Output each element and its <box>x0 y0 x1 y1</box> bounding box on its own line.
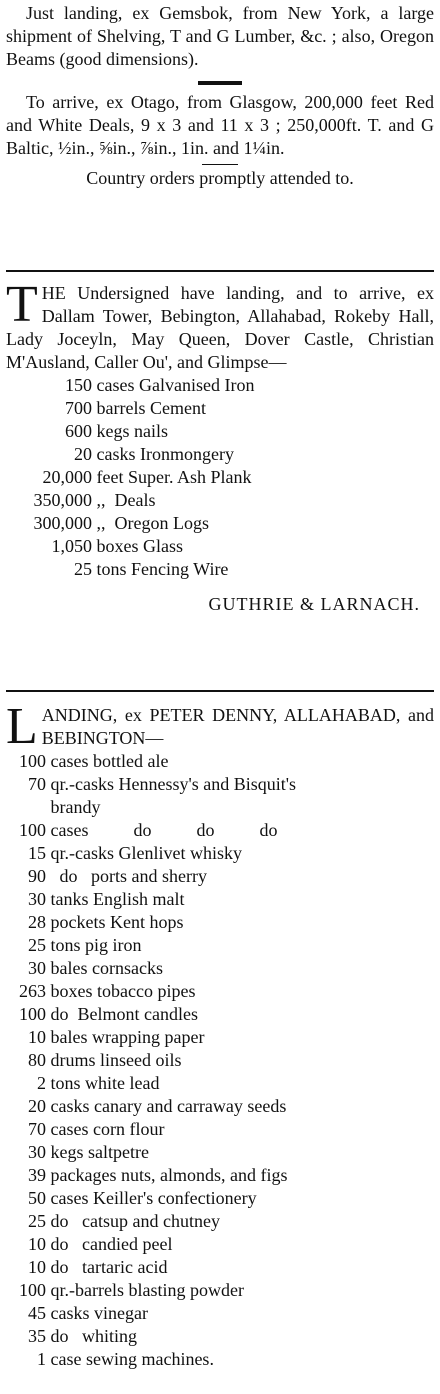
item-description: casks canary and carraway seeds <box>46 1096 287 1116</box>
drop-capital: T <box>6 276 38 333</box>
drop-capital: L <box>6 698 38 755</box>
item-quantity: 50 <box>28 1188 46 1208</box>
item-quantity: 90 <box>28 866 46 886</box>
item-description: cases Galvanised Iron <box>92 375 255 395</box>
item-quantity: 600 <box>65 421 92 441</box>
item-quantity: 28 <box>28 912 46 932</box>
arrival-paragraph: To arrive, ex Otago, from Glasgow, 200,000 feet Red and White Deals, 9 x 3 and 11 x 3 ; 250,000ft. T. and G Baltic, ½in., ⅝in., ⅞in., 1in. and 1¼in. <box>6 92 434 158</box>
goods-list-item <box>6 888 434 911</box>
item-quantity: 35 <box>28 1326 46 1346</box>
item-description: tons Fencing Wire <box>92 559 229 579</box>
item-quantity: 25 <box>28 1211 46 1231</box>
item-quantity: 25 <box>74 559 92 579</box>
item-description: cases corn flour <box>46 1119 165 1139</box>
item-quantity: 100 <box>19 1280 46 1300</box>
item-quantity: 20 <box>28 1096 46 1116</box>
landing-intro <box>6 698 434 755</box>
goods-list-item <box>6 558 434 581</box>
item-description: pockets Kent hops <box>46 912 184 932</box>
item-description: packages nuts, almonds, and figs <box>46 1165 288 1185</box>
item-quantity: 1 <box>37 1349 46 1369</box>
goods-list-item <box>6 1141 434 1164</box>
item-quantity: 70 <box>28 1119 46 1139</box>
item-description: do whiting <box>46 1326 138 1346</box>
goods-list-item <box>6 374 434 397</box>
item-description: case sewing machines. <box>46 1349 214 1369</box>
item-description: boxes tobacco pipes <box>46 981 196 1001</box>
goods-list-item <box>6 934 434 957</box>
goods-list-item <box>6 1026 434 1049</box>
item-quantity: 1,050 <box>51 536 92 556</box>
goods-list-item <box>6 819 434 842</box>
item-description: barrels Cement <box>92 398 206 418</box>
item-quantity: 300,000 <box>33 513 92 533</box>
goods-list-item <box>6 489 434 512</box>
item-description: do ports and sherry <box>46 866 207 886</box>
item-quantity: 700 <box>65 398 92 418</box>
item-quantity: 70 <box>28 774 46 794</box>
item-quantity: 45 <box>28 1303 46 1323</box>
goods-list-item <box>6 1003 434 1026</box>
intro-text: ANDING, ex PETER DENNY, ALLAHABAD, and BEBINGTON— <box>41 705 434 748</box>
item-description: bales cornsacks <box>46 958 163 978</box>
item-description: kegs nails <box>92 421 168 441</box>
item-quantity: 30 <box>28 958 46 978</box>
goods-list-item <box>6 911 434 934</box>
item-quantity: 39 <box>28 1165 46 1185</box>
item-quantity: 10 <box>28 1257 46 1277</box>
goods-list-item <box>6 1164 434 1187</box>
goods-list-item <box>6 1348 434 1371</box>
item-description: qr.-casks Hennessy's and Bisquit's <box>46 774 296 794</box>
item-description: tanks English malt <box>46 889 185 909</box>
item-quantity: 20,000 <box>42 467 92 487</box>
lumber-advertisement <box>6 2 434 190</box>
item-description: cases do do do <box>46 820 278 840</box>
item-quantity: 2 <box>37 1073 46 1093</box>
goods-list-item <box>6 796 434 819</box>
item-description: boxes Glass <box>92 536 183 556</box>
item-description: do candied peel <box>46 1234 173 1254</box>
advertisement-separator <box>6 690 434 692</box>
item-quantity: 20 <box>74 444 92 464</box>
merchant-signature: GUTHRIE & LARNACH. <box>208 594 420 614</box>
goods-list-item <box>6 443 434 466</box>
item-description: casks Ironmongery <box>92 444 234 464</box>
goods-list-item <box>6 1325 434 1348</box>
shipment-paragraph: Just landing, ex Gemsbok, from New York, a large shipment of Shelving, T and G Lumber, &c. ; also, Oregon Beams (good dimensions). <box>6 3 434 69</box>
goods-list-item <box>6 1302 434 1325</box>
goods-list-item <box>6 1118 434 1141</box>
landing-advertisement <box>6 698 434 1371</box>
item-quantity: 30 <box>28 889 46 909</box>
goods-list-item <box>6 1095 434 1118</box>
goods-list-item <box>6 842 434 865</box>
goods-list-item <box>6 466 434 489</box>
item-description: do Belmont candles <box>46 1004 198 1024</box>
item-quantity: 80 <box>28 1050 46 1070</box>
goods-list-item <box>6 1233 434 1256</box>
goods-list-item <box>6 1256 434 1279</box>
goods-list-item <box>6 512 434 535</box>
goods-list-item <box>6 1072 434 1095</box>
goods-list-item <box>6 535 434 558</box>
goods-list <box>6 750 434 1371</box>
advertisement-separator <box>6 270 434 272</box>
country-orders-notice: Country orders promptly attended to. <box>86 168 354 188</box>
item-description: kegs saltpetre <box>46 1142 149 1162</box>
goods-list-item <box>6 773 434 796</box>
item-description: ,, Deals <box>92 490 156 510</box>
intro-text: HE Undersigned have landing, and to arrive, ex Dallam Tower, Bebington, Allahabad, Rokeby Hall, Lady Joceyln, May Queen, Dover Castle, Christian M'Ausland, Caller Ou', and Glimpse— <box>6 283 434 372</box>
item-quantity: 15 <box>28 843 46 863</box>
goods-list-item <box>6 1187 434 1210</box>
item-description: qr.-casks Glenlivet whisky <box>46 843 242 863</box>
item-quantity: 10 <box>28 1027 46 1047</box>
item-quantity: 263 <box>19 981 46 1001</box>
goods-list-item <box>6 957 434 980</box>
goods-list-item <box>6 1210 434 1233</box>
item-description: tons white lead <box>46 1073 160 1093</box>
goods-list-item <box>6 865 434 888</box>
goods-list-item <box>6 1279 434 1302</box>
item-description: qr.-barrels blasting powder <box>46 1280 244 1300</box>
item-quantity: 30 <box>28 1142 46 1162</box>
item-description: bales wrapping paper <box>46 1027 205 1047</box>
undersigned-intro <box>6 276 434 374</box>
item-quantity: 10 <box>28 1234 46 1254</box>
goods-list-item <box>6 397 434 420</box>
item-description: ,, Oregon Logs <box>92 513 209 533</box>
item-quantity: 150 <box>65 375 92 395</box>
guthrie-larnach-advertisement <box>6 276 434 616</box>
goods-list-item <box>6 750 434 773</box>
item-quantity: 100 <box>19 1004 46 1024</box>
item-description: cases bottled ale <box>46 751 169 771</box>
goods-list-item <box>6 420 434 443</box>
item-description: drums linseed oils <box>46 1050 182 1070</box>
item-description: brandy <box>46 797 101 817</box>
item-description: casks vinegar <box>46 1303 148 1323</box>
goods-list-item <box>6 1049 434 1072</box>
item-description: cases Keiller's confectionery <box>46 1188 257 1208</box>
item-quantity: 100 <box>19 820 46 840</box>
item-description: tons pig iron <box>46 935 142 955</box>
item-description: do tartaric acid <box>46 1257 168 1277</box>
goods-list-item <box>6 980 434 1003</box>
item-quantity: 350,000 <box>33 490 92 510</box>
item-quantity: 25 <box>28 935 46 955</box>
item-quantity: 100 <box>19 751 46 771</box>
item-description: do catsup and chutney <box>46 1211 220 1231</box>
item-description: feet Super. Ash Plank <box>92 467 252 487</box>
goods-list <box>6 374 434 581</box>
